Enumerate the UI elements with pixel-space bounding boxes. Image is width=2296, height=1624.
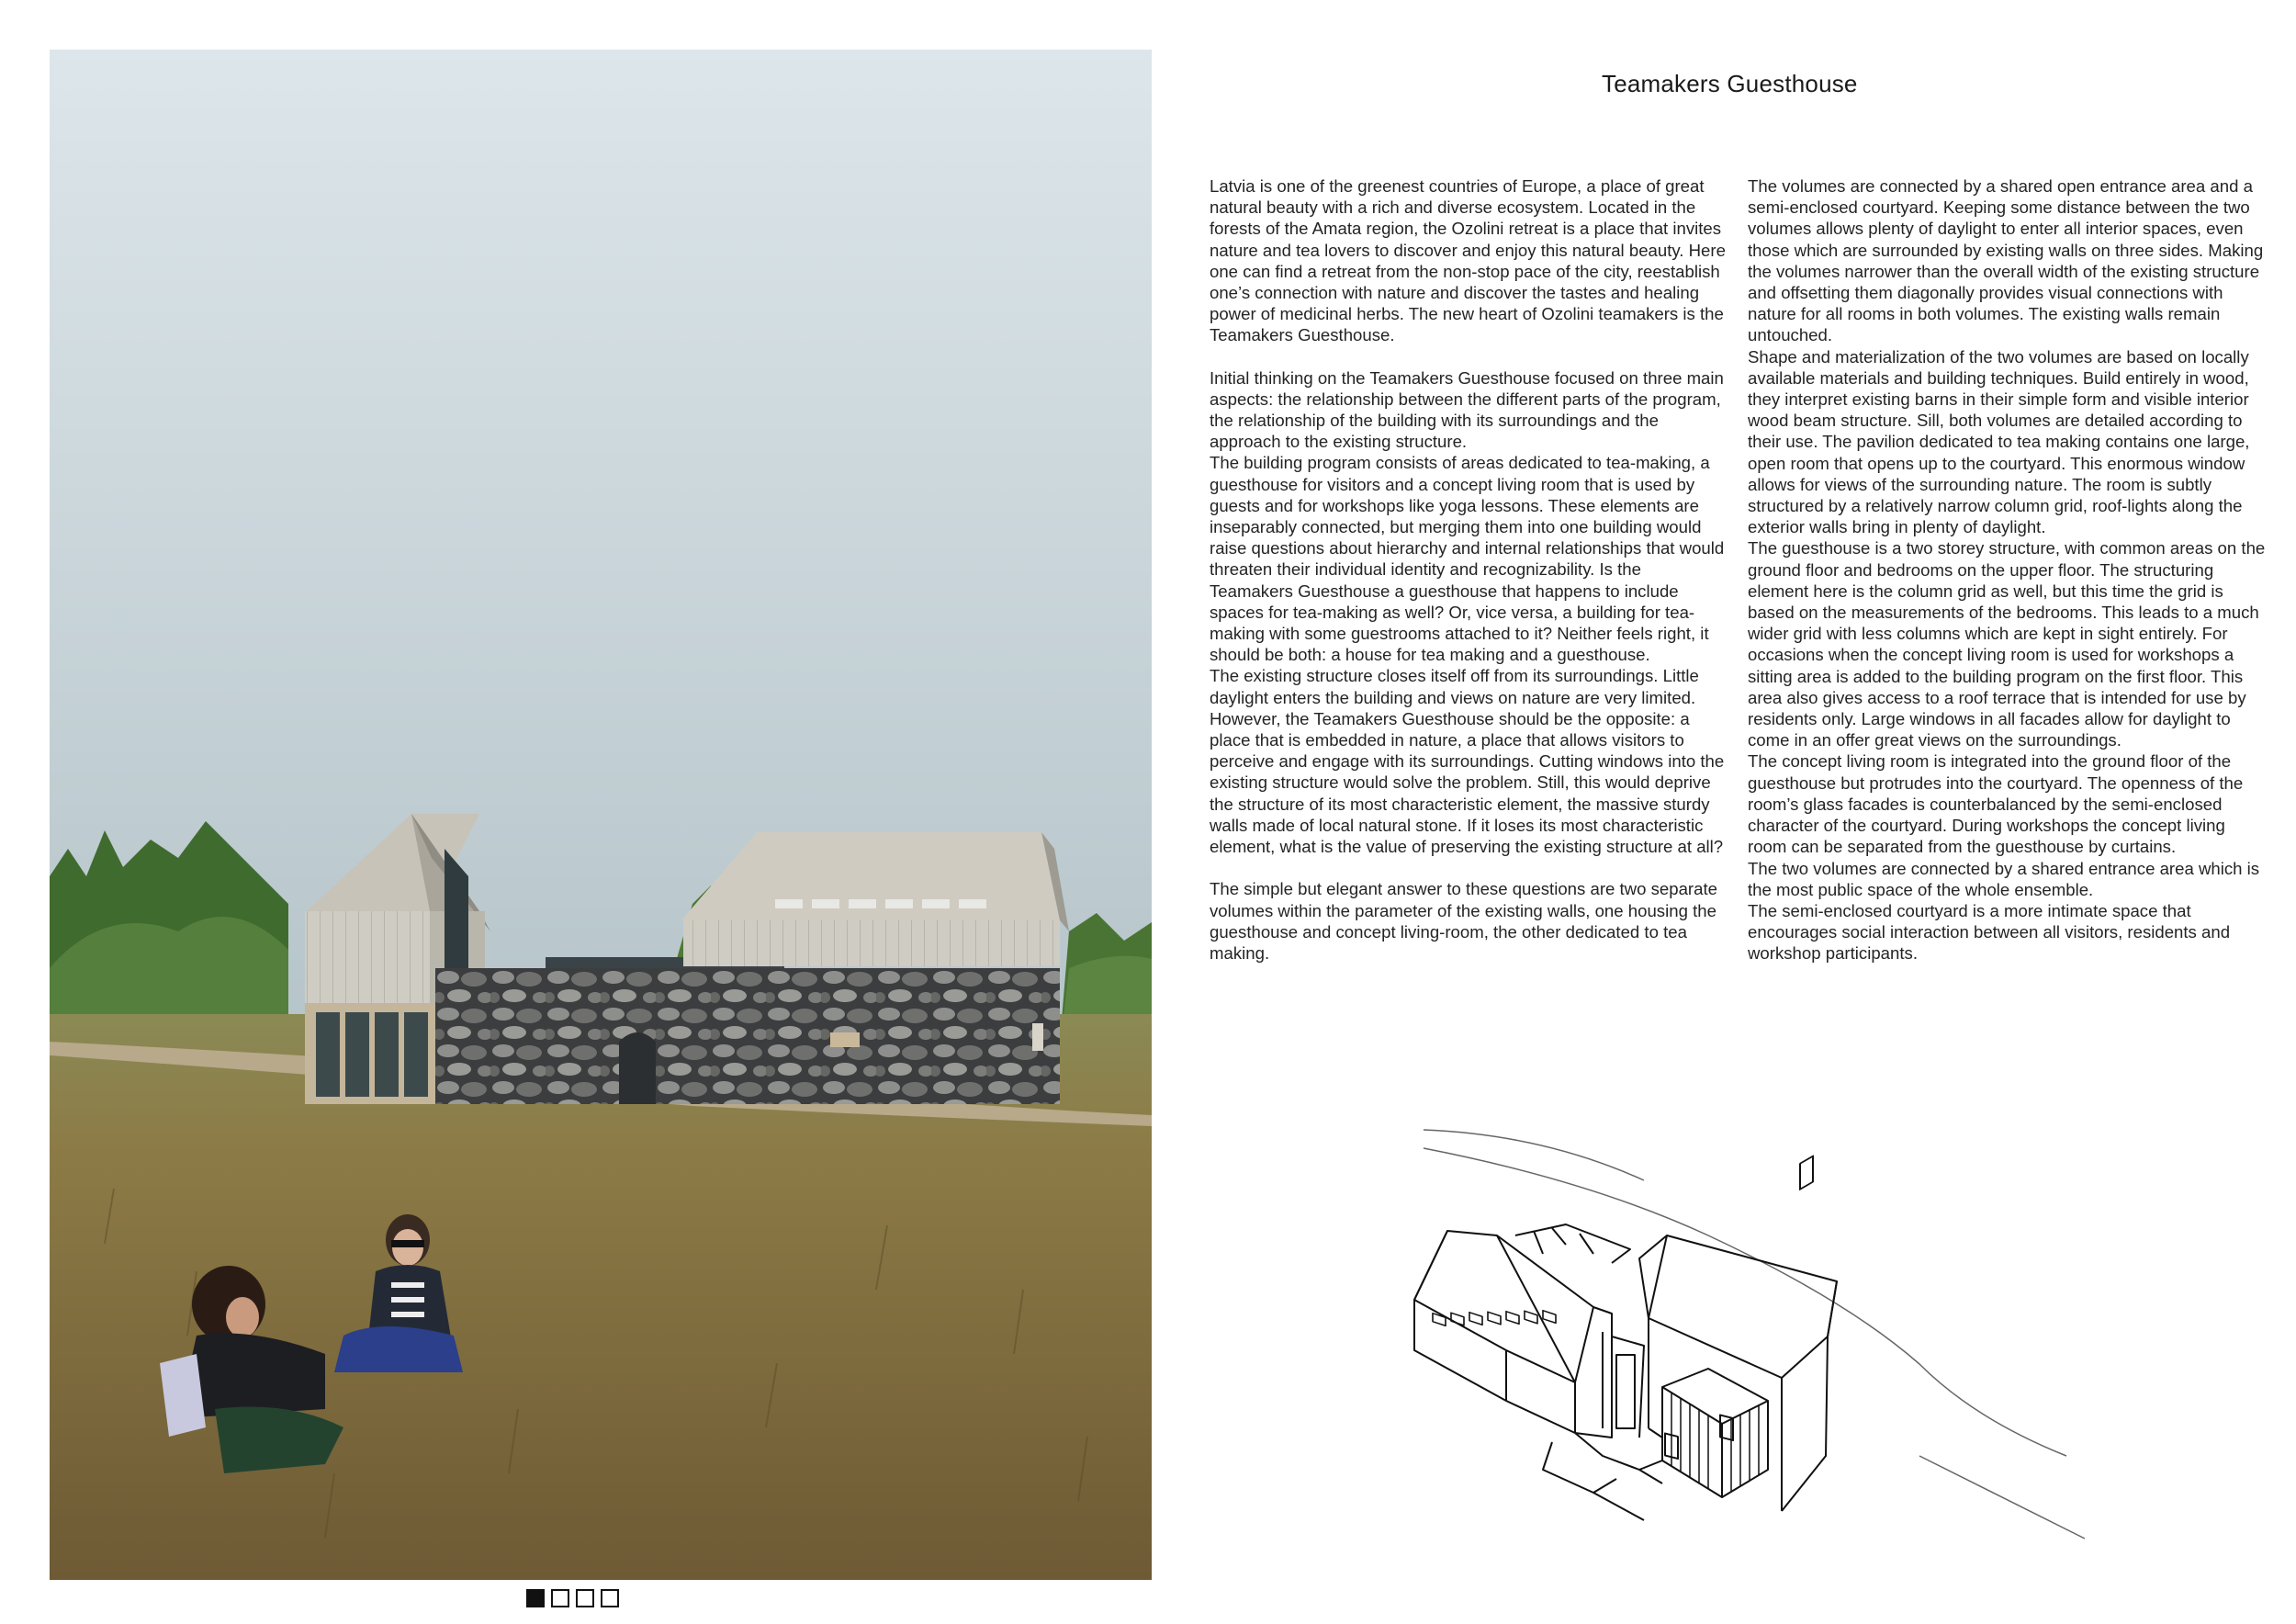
axonometric-drawing	[1405, 1125, 2103, 1557]
paragraph: The semi-enclosed courtyard is a more intimate space that encourages social interaction between all visitors, residents and workshop participants.	[1748, 900, 2231, 964]
page-title: Teamakers Guesthouse	[1602, 70, 1858, 97]
page-dot-1[interactable]	[526, 1589, 545, 1607]
paragraph: Shape and materialization of the two volumes are based on locally available materials and building techniques. Build entirely in wood, they interpret existing barns in their simple form and visible interior wood beam structure. Sill, both volumes are detailed according to their use. The pavilion dedicated to tea making contains one large, open room that opens up to the courtyard. This enormous window allows for views of the surrounding nature. The room is subtly structured by a relatively narrow column grid, roof-lights along the exterior walls bring in plenty of daylight.	[1748, 346, 2250, 537]
tea-pavilion-volume	[681, 832, 1069, 1104]
paragraph: Initial thinking on the Teamakers Guesthouse focused on three main aspects: the relationship between the different parts of the program, the relationship of the building with its surroundings and the approach to the existing structure.	[1210, 367, 1724, 452]
paragraph: The two volumes are connected by a shared entrance area which is the most public space of the whole ensemble.	[1748, 858, 2260, 899]
page-dot-4[interactable]	[601, 1589, 619, 1607]
paragraph: The volumes are connected by a shared open entrance area and a semi-enclosed courtyard. Keeping some distance between the two volumes allows plenty of daylight to enter all interior spaces, even those which are surrounded by existing walls on three sides. Making the volumes narrower than the overall width of the existing structure and offsetting them diagonally provides visual connections with nature for all rooms in both volumes. The existing walls remain untouched.	[1748, 176, 2264, 345]
paragraph: The existing structure closes itself off from its surroundings. Little daylight enters the building and views on nature are very limited. However, the Teamakers Guesthouse should be the opposite: a place that is embedded in nature, a place that allows visitors to perceive and engage with its surroundings. Cutting windows into the existing structure would solve the problem. Still, this would deprive the structure of its most characteristic element, the massive sturdy walls made of local natural stone. If it loses its most characteristic element, what is the value of preserving the existing structure at all?	[1210, 666, 1725, 857]
paragraph: The guesthouse is a two storey structure, with common areas on the ground floor and bedrooms on the upper floor. The structuring element here is the column grid as well, but this time the grid is based on the measurements of the bedrooms. This leads to a much wider grid with less columns which are kept in sight entirely. For occasions when the concept living room is used for workshops a sitting area is added to the building program on the first floor. This area also gives access to a roof terrace that is intended for use by residents only. Large windows in all facades allow for daylight to come in an offer great views on the surroundings.	[1748, 538, 2266, 750]
text-column-right	[1748, 175, 2266, 964]
page-indicator	[526, 1589, 619, 1607]
text-column-left	[1210, 175, 1728, 964]
paragraph: The concept living room is integrated into the ground floor of the guesthouse but protrudes into the courtyard. The openness of the room’s glass facades is counterbalanced by the semi-enclosed character of the courtyard. During workshops the concept living room can be separated from the guesthouse by curtains.	[1748, 751, 2244, 857]
page-dot-2[interactable]	[551, 1589, 569, 1607]
paragraph: Latvia is one of the greenest countries of Europe, a place of great natural beauty with a rich and diverse ecosystem. Located in the forests of the Amata region, the Ozolini retreat is a place that invites nature and tea lovers to discover and enjoy this natural beauty. Here one can find a retreat from the non-stop pace of the city, reestablish one’s connection with nature and discover the tastes and healing power of medicinal herbs. The new heart of Ozolini teamakers is the Teamakers Guesthouse.	[1210, 176, 1726, 345]
rendering-image	[50, 50, 1152, 1580]
paragraph: The building program consists of areas dedicated to tea-making, a guesthouse for visitors and a concept living room that is used by guests and for workshops like yoga lessons. These elements are inseparably connected, but merging them into one building would raise questions about hierarchy and internal relationships that would threaten their individual identity and recognizability. Is the Teamakers Guesthouse a guesthouse that happens to include spaces for tea-making as well? Or, vice versa, a building for tea-making with some guestrooms attached to it? Neither feels right, it should be both: a house for tea making and a guesthouse.	[1210, 453, 1725, 665]
paragraph: The simple but elegant answer to these questions are two separate volumes within the parameter of the existing walls, one housing the guesthouse and concept living-room, the other dedicated to tea making.	[1210, 879, 1717, 963]
page-dot-3[interactable]	[576, 1589, 594, 1607]
